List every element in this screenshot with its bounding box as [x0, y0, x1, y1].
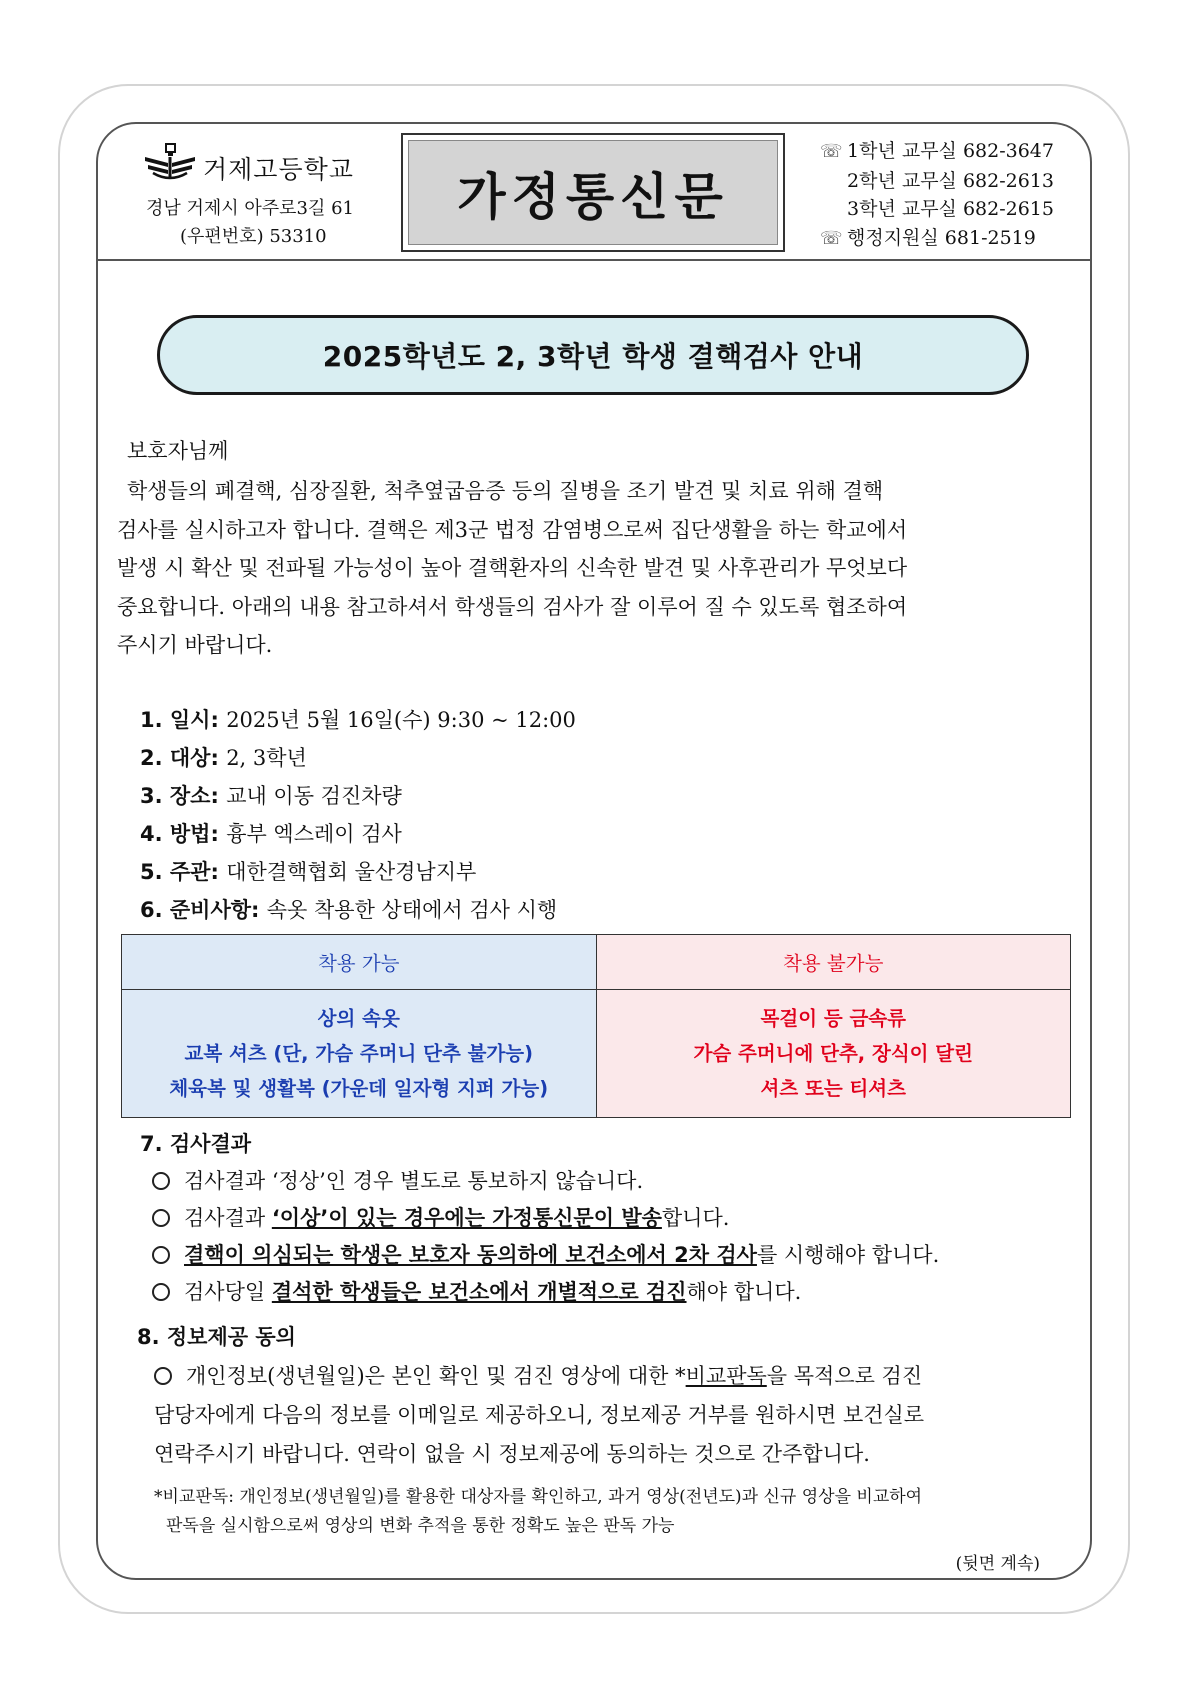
greeting: 보호자님께: [127, 439, 229, 463]
circle-bullet-icon: [154, 1367, 172, 1385]
detail-list: [140, 701, 576, 929]
result-suspected: 결핵이 의심되는 학생은 보호자 동의하에 보건소에서 2차 검사를 시행해야 합니다.: [152, 1237, 939, 1274]
notice-title: 2025학년도 2, 3학년 학생 결핵검사 안내: [322, 340, 864, 373]
allowed-item: 상의 속옷: [317, 1007, 400, 1030]
disallowed-cell: [596, 990, 1071, 1118]
intro-line: 중요합니다. 아래의 내용 참고하셔서 학생들의 검사가 잘 이루어 질 수 있도록 협조하여: [117, 594, 908, 619]
results-heading: 7. 검사결과: [140, 1132, 252, 1156]
clothing-table: [121, 934, 1071, 1118]
result-absent: 검사당일 결석한 학생들은 보건소에서 개별적으로 검진해야 합니다.: [152, 1274, 939, 1311]
intro-line: 학생들의 폐결핵, 심장질환, 척추옆굽음증 등의 질병을 조기 발견 및 치료 위해 결핵: [127, 479, 884, 503]
circle-bullet-icon: [152, 1209, 170, 1227]
disallowed-item: 셔츠 또는 티셔츠: [760, 1077, 906, 1100]
consent-line: 담당자에게 다음의 정보를 이메일로 제공하오니, 정보제공 거부를 원하시면 보건실로: [154, 1403, 925, 1427]
detail-location: 3. 장소: 교내 이동 검진차량: [140, 784, 402, 808]
continued-note: (뒷면 계속): [955, 1554, 1040, 1574]
masthead-inner: [408, 140, 778, 245]
detail-target: 2. 대상: 2, 3학년: [140, 746, 307, 770]
detail-method: 4. 방법: 흉부 엑스레이 검사: [140, 822, 402, 846]
masthead-box: [401, 133, 785, 252]
detail-preparation: 6. 준비사항: 속옷 착용한 상태에서 검사 시행: [140, 898, 558, 922]
allowed-header: 착용 가능: [122, 935, 597, 990]
school-address: 경남 거제시 아주로3길 61: [146, 198, 355, 219]
consent-line: 연락주시기 바랍니다. 연락이 없을 시 정보제공에 동의하는 것으로 간주합니다.: [154, 1442, 870, 1466]
circle-bullet-icon: [152, 1172, 170, 1190]
phone-icon: ☏: [820, 227, 843, 249]
circle-bullet-icon: [152, 1246, 170, 1264]
header-divider: [98, 259, 1090, 261]
disallowed-item: 목걸이 등 금속류: [760, 1007, 906, 1030]
contact-grade1: ☏ 1학년 교무실 682-3647: [820, 137, 1082, 167]
consent-paragraph: [154, 1357, 1074, 1474]
school-name: 거제고등학교: [203, 155, 354, 184]
intro-line: 검사를 실시하고자 합니다. 결핵은 제3군 법정 감염병으로써 집단생활을 하는 학교에서: [117, 517, 908, 542]
result-normal: 검사결과 ‘정상’인 경우 별도로 통보하지 않습니다.: [152, 1163, 939, 1200]
footnote-line: *비교판독: 개인정보(생년월일)를 활용한 대상자를 확인하고, 과거 영상(전년도)과 신규 영상을 비교하여: [154, 1487, 923, 1507]
disallowed-item: 가슴 주머니에 단추, 장식이 달린: [693, 1042, 973, 1065]
circle-bullet-icon: [152, 1283, 170, 1301]
school-logo-icon: [143, 143, 197, 181]
disallowed-header: 착용 불가능: [596, 935, 1071, 990]
result-abnormal: 검사결과 ‘이상’이 있는 경우에는 가정통신문이 발송합니다.: [152, 1200, 939, 1237]
school-postal-code: (우편번호) 53310: [180, 226, 327, 247]
allowed-item: 체육복 및 생활복 (가운데 일자형 지퍼 가능): [169, 1077, 549, 1100]
detail-date: 1. 일시: 2025년 5월 16일(수) 9:30 ~ 12:00: [140, 708, 576, 732]
intro-line: 주시기 바랍니다.: [117, 633, 273, 657]
intro-line: 발생 시 확산 및 전파될 가능성이 높아 결핵환자의 신속한 발견 및 사후관리가 무엇보다: [117, 556, 908, 580]
contact-grade3: 3학년 교무실 682-2615: [847, 198, 1054, 220]
contact-admin: ☏ 행정지원실 681-2519: [820, 224, 1082, 254]
footnote: [154, 1483, 922, 1541]
allowed-cell: [122, 990, 597, 1118]
contact-grade2: 2학년 교무실 682-2613: [847, 169, 1054, 192]
notice-title-box: [157, 315, 1029, 395]
consent-heading: 8. 정보제공 동의: [137, 1325, 296, 1349]
intro-paragraph: [117, 472, 1077, 665]
contact-list: [820, 137, 1082, 253]
footnote-line: 판독을 실시함으로써 영상의 변화 추적을 통한 정확도 높은 판독 가능: [166, 1516, 675, 1536]
masthead-title: 가정통신문: [457, 167, 729, 226]
results-list: [152, 1163, 939, 1311]
allowed-item: 교복 셔츠 (단, 가슴 주머니 단추 불가능): [184, 1042, 534, 1065]
consent-line: 개인정보(생년월일)은 본인 확인 및 검진 영상에 대한 *비교판독을 목적으로 검진: [154, 1357, 1074, 1396]
detail-organizer: 5. 주관: 대한결핵협회 울산경남지부: [140, 860, 477, 884]
phone-icon: ☏: [820, 141, 843, 162]
